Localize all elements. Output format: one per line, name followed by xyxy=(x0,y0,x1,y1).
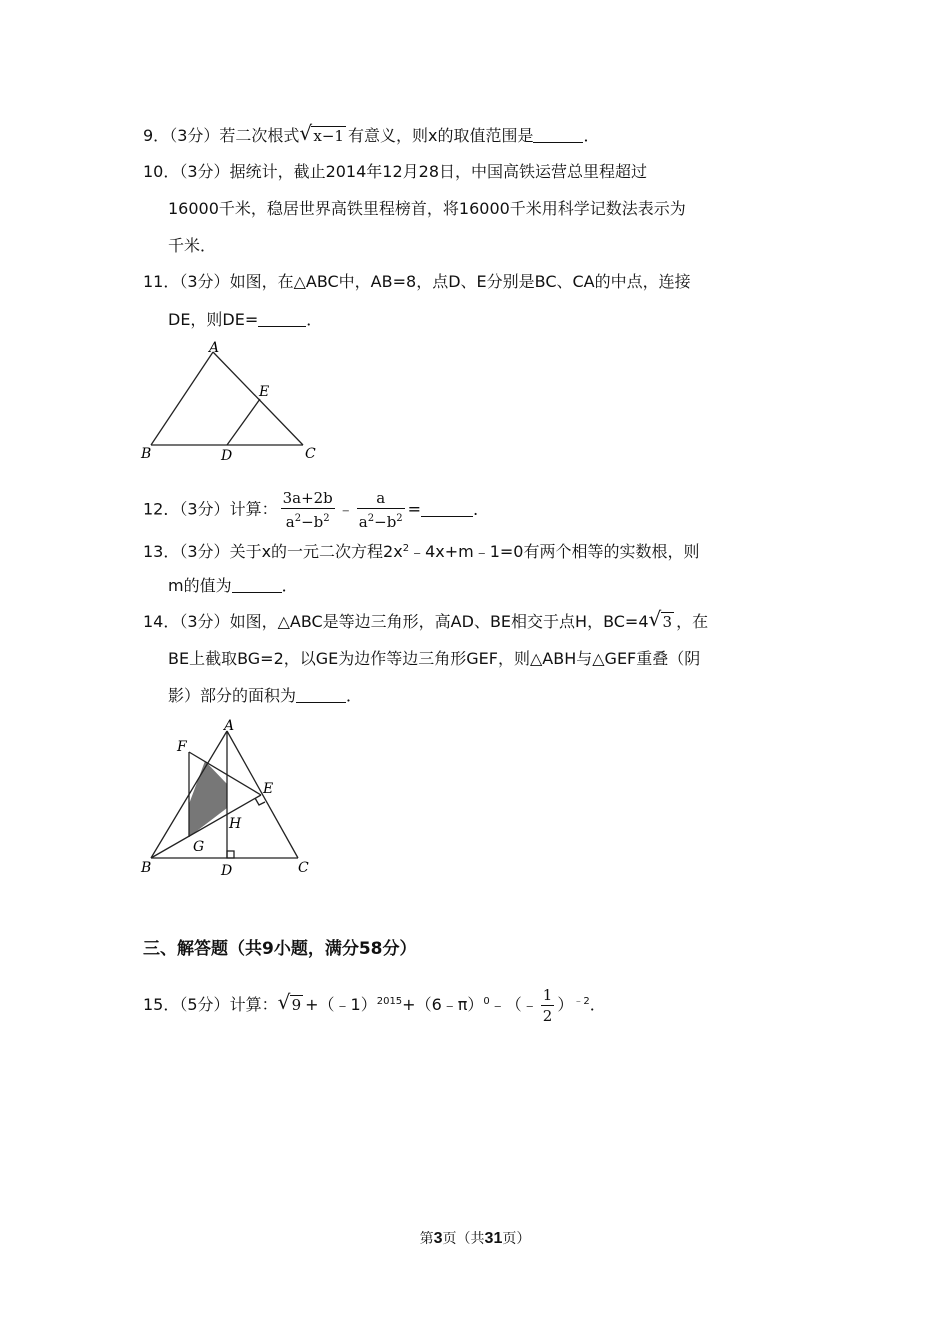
question-15 xyxy=(143,985,606,1026)
expression-part: ﹣（﹣ xyxy=(489,995,538,1014)
radicand: x−1 xyxy=(313,127,344,145)
den-b: −b xyxy=(374,513,397,531)
expression-part: ） xyxy=(557,995,574,1014)
answer-blank xyxy=(258,310,306,327)
exponent: 0 xyxy=(483,996,490,1007)
question-text: 计算： xyxy=(229,499,278,519)
question-11 xyxy=(143,270,691,294)
question-number: 13． xyxy=(143,542,180,561)
label-G: G xyxy=(193,839,205,855)
exponent: 2 xyxy=(367,513,375,524)
question-text: 千米． xyxy=(168,236,217,255)
label-E: E xyxy=(259,384,270,400)
question-text: 如图，△ABC是等边三角形，高AD、BE相交于点H，BC=4 xyxy=(229,612,649,631)
radical: √ 3 xyxy=(648,607,673,631)
radicand: 3 xyxy=(662,613,673,631)
question-text: 影）部分的面积为 xyxy=(168,686,297,705)
numerator: 3a+2b xyxy=(282,489,333,507)
label-B: B xyxy=(141,860,152,876)
question-score: （3分） xyxy=(179,612,230,631)
question-text: ，在 xyxy=(676,612,709,631)
question-number: 15． xyxy=(143,995,180,1014)
label-H: H xyxy=(229,816,242,832)
question-text: 如图，在△ABC中，AB=8，点D、E分别是BC、CA的中点，连接 xyxy=(229,272,691,291)
exponent: ﹣2 xyxy=(573,996,590,1007)
question-number: 12． xyxy=(143,499,180,519)
period: ． xyxy=(589,995,606,1014)
denominator xyxy=(281,509,335,532)
label-F: F xyxy=(177,739,187,755)
question-number: 10． xyxy=(143,162,180,181)
question-11-line2 xyxy=(168,308,322,332)
question-score: （3分） xyxy=(179,542,230,561)
label-D: D xyxy=(221,863,233,879)
denominator xyxy=(357,509,405,532)
den-b: −b xyxy=(301,513,324,531)
question-text: 据统计，截止2014年12月28日，中国高铁运营总里程超过 xyxy=(229,162,648,181)
numerator: 1 xyxy=(542,986,553,1004)
expression-part: +（﹣1） xyxy=(305,995,377,1014)
period: ． xyxy=(473,499,490,519)
question-text: 16000千米，稳居世界高铁里程榜首，将16000千米用科学记数法表示为 xyxy=(168,199,686,218)
den-a: a xyxy=(285,513,295,531)
question-10 xyxy=(143,160,647,184)
question-text: ﹣4x+m﹣1=0有两个相等的实数根，则 xyxy=(409,542,700,561)
answer-blank xyxy=(533,126,583,143)
period: ． xyxy=(281,576,298,595)
label-D: D xyxy=(221,448,233,464)
radicand: 9 xyxy=(291,996,302,1014)
triangle-figure-2 xyxy=(135,712,325,882)
question-score: （5分） xyxy=(179,995,230,1014)
question-text: 关于x的一元二次方程2x xyxy=(229,542,403,561)
label-A: A xyxy=(209,340,220,356)
exponent: 2 xyxy=(402,543,410,554)
label-A: A xyxy=(224,718,235,734)
den-a: a xyxy=(358,513,368,531)
question-text: m的值为 xyxy=(168,576,232,595)
period: ． xyxy=(346,686,363,705)
question-number: 11． xyxy=(143,272,180,291)
question-score: （3分） xyxy=(179,272,230,291)
section-heading: 三、解答题（共9小题，满分58分） xyxy=(143,939,417,959)
exponent: 2015 xyxy=(376,996,403,1007)
numerator: a xyxy=(357,488,405,509)
page-footer xyxy=(0,1228,950,1248)
footer-text: 页（共 xyxy=(442,1231,485,1247)
triangle-figure-1 xyxy=(135,338,325,468)
equals: = xyxy=(407,499,422,519)
page-number: 3 xyxy=(433,1230,443,1247)
question-score: （3分） xyxy=(179,162,230,181)
question-13 xyxy=(143,537,699,564)
exponent: 2 xyxy=(294,513,302,524)
exponent: 2 xyxy=(396,513,403,524)
operator: ﹣ xyxy=(337,499,354,519)
question-score: （3分） xyxy=(169,126,220,145)
footer-text: 第 xyxy=(419,1231,434,1247)
question-14 xyxy=(143,607,709,634)
answer-blank xyxy=(421,500,473,517)
question-text: 若二次根式 xyxy=(219,126,300,145)
answer-blank xyxy=(296,686,346,703)
label-B: B xyxy=(141,446,152,462)
fraction xyxy=(541,985,555,1026)
question-text: 有意义，则x的取值范围是 xyxy=(347,126,534,145)
radical: √ 9 xyxy=(277,990,302,1014)
fraction-1 xyxy=(281,488,335,532)
footer-text: 页） xyxy=(502,1231,531,1247)
question-14-line3 xyxy=(168,684,362,708)
radical: √ x−1 xyxy=(299,121,344,145)
question-12 xyxy=(143,488,489,532)
question-10-line3 xyxy=(168,234,216,258)
question-text: DE，则DE= xyxy=(168,310,259,329)
answer-blank xyxy=(232,576,282,593)
question-10-line2 xyxy=(168,197,686,221)
question-number: 14． xyxy=(143,612,180,631)
period: ． xyxy=(306,310,323,329)
question-9 xyxy=(143,121,600,148)
question-score: （3分） xyxy=(179,499,230,519)
label-C: C xyxy=(305,446,316,462)
label-C: C xyxy=(298,860,309,876)
question-13-line2 xyxy=(168,574,298,598)
denominator: 2 xyxy=(542,1007,553,1025)
question-number: 9． xyxy=(143,126,170,145)
label-E: E xyxy=(263,781,274,797)
expression-part: +（6﹣π） xyxy=(402,995,484,1014)
total-pages: 31 xyxy=(484,1230,503,1247)
exponent: 2 xyxy=(323,513,330,524)
question-text: 计算： xyxy=(229,995,278,1014)
question-text: BE上截取BG=2，以GE为边作等边三角形GEF，则△ABH与△GEF重叠（阴 xyxy=(168,649,701,668)
period: ． xyxy=(583,126,600,145)
fraction-2 xyxy=(357,488,405,532)
question-14-line2 xyxy=(168,647,700,671)
